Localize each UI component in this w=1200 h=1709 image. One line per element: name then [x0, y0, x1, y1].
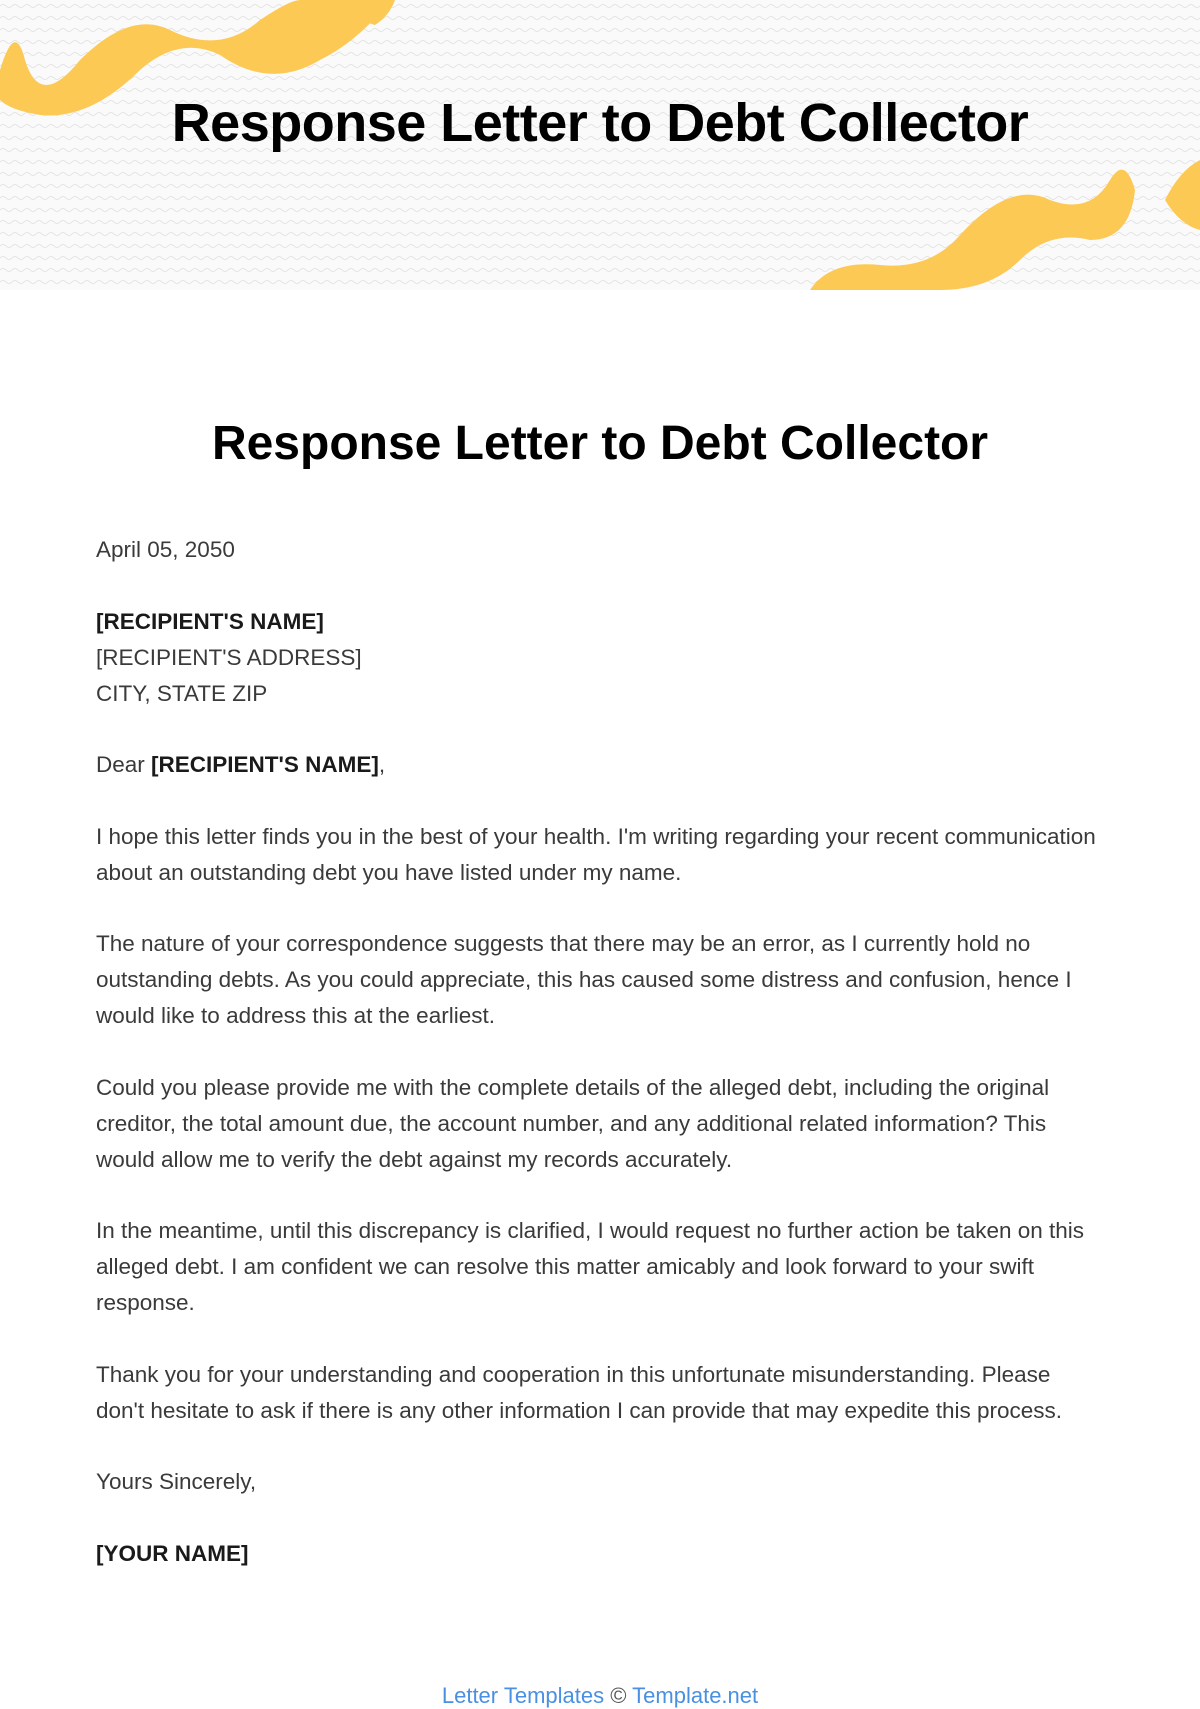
closing: Yours Sincerely,	[96, 1469, 257, 1494]
banner-title: Response Letter to Debt Collector	[171, 93, 1029, 153]
signature: [YOUR NAME]	[96, 1540, 249, 1566]
copyright-text: ©	[604, 1683, 633, 1708]
recipient-name: [RECIPIENT'S NAME]	[96, 608, 324, 634]
salutation	[96, 747, 1096, 783]
paragraph: Could you please provide me with the complete details of the alleged debt, including the original creditor, the total amount due, the account number, and any additional related information? This would allow me to verify the debt against my records accurately.	[96, 1074, 1050, 1172]
recipient-city: CITY, STATE ZIP	[96, 680, 268, 706]
letter-date: April 05, 2050	[96, 537, 235, 562]
header-banner	[0, 0, 1200, 290]
paragraph: In the meantime, until this discrepancy is clarified, I would request no further action be taken on this alleged debt. I am confident we can resolve this matter amicably and look forward to your swift response.	[96, 1218, 1085, 1315]
letter-body	[96, 532, 1096, 1607]
paragraph: Thank you for your understanding and cooperation in this unfortunate misunderstanding. Please don't hesitate to ask if there is any other information I can provide that may expedite this process.	[96, 1361, 1063, 1423]
template-net-link[interactable]: Template.net	[632, 1683, 759, 1708]
salutation-name: [RECIPIENT'S NAME]	[151, 752, 379, 777]
paragraph: The nature of your correspondence suggests that there may be an error, as I currently hold no outstanding debts. As you could appreciate, this has caused some distress and confusion, hence I would like to address this at the earliest.	[96, 931, 1072, 1028]
letter-templates-link[interactable]: Letter Templates	[441, 1683, 605, 1708]
document-title: Response Letter to Debt Collector	[211, 417, 989, 470]
salutation-suffix: ,	[378, 752, 386, 777]
salutation-prefix: Dear	[96, 752, 152, 777]
paragraph: I hope this letter finds you in the best of your health. I'm writing regarding your recent communication about an outstanding debt you have listed under my name.	[96, 823, 1096, 885]
recipient-address: [RECIPIENT'S ADDRESS]	[96, 644, 362, 670]
recipient-block	[96, 604, 1096, 712]
footer	[0, 1683, 1200, 1709]
